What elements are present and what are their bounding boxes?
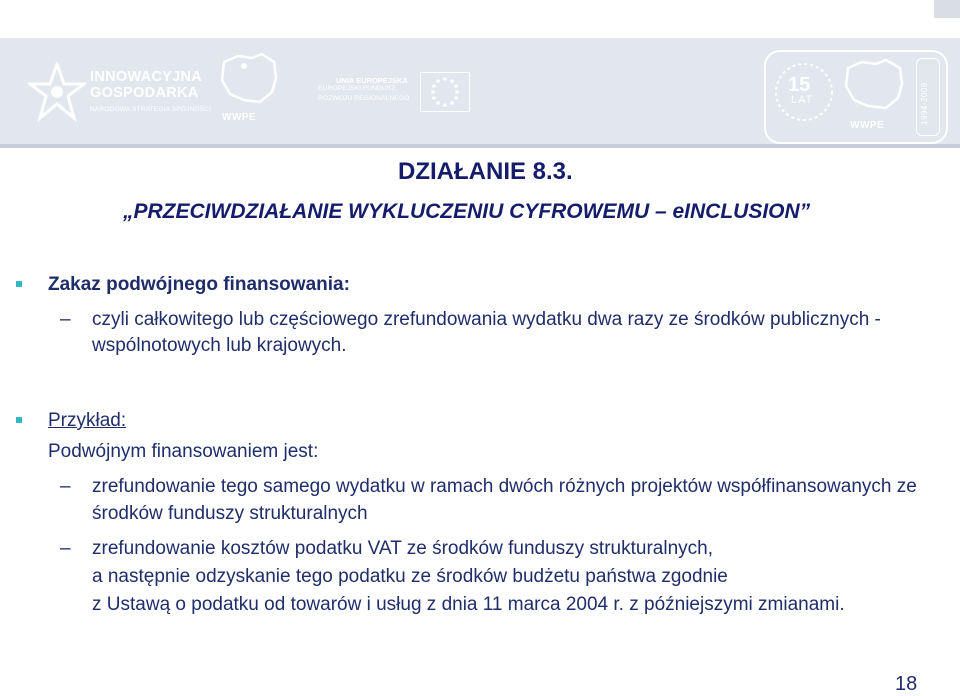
- dash-marker: –: [60, 309, 71, 330]
- section1-item-line2: wspólnotowych lub krajowych.: [92, 335, 347, 356]
- wwpe-logo: [210, 48, 290, 136]
- section2-item2-line3: z Ustawą o podatku od towarów i usług z dnia 11 marca 2004 r. z późniejszymi zmianami.: [92, 594, 845, 615]
- logo-banner: [0, 38, 960, 148]
- ig-line-1: INNOWACYJNA: [90, 69, 203, 85]
- innowacyjna-gospodarka-logo: [20, 56, 212, 130]
- eu-line-1: UNIA EUROPEJSKA: [336, 76, 408, 85]
- eu-line-2: EUROPEJSKI FUNDUSZ: [318, 85, 396, 92]
- corner-tab: [934, 0, 960, 18]
- bullet-square-icon: [16, 417, 22, 423]
- dash-marker: –: [60, 476, 71, 497]
- star-emblem-icon: [28, 62, 86, 122]
- section2-item1-line1: zrefundowanie tego samego wydatku w ramach dwóch różnych projektów współfinansowanych ze: [92, 476, 917, 497]
- bullet-square-icon: [16, 281, 22, 287]
- eu-line-3: ROZWOJU REGIONALNEGO: [318, 95, 410, 102]
- years-box: [916, 58, 940, 136]
- slide-subtitle: „PRZECIWDZIAŁANIE WYKLUCZENIU CYFROWEMU – eINCLUSION”: [123, 200, 811, 223]
- poland-map-icon: [218, 52, 280, 106]
- section2-subheading: Podwójnym finansowaniem jest:: [48, 441, 319, 462]
- banner-underline: [0, 144, 960, 148]
- anniversary-logo: [764, 50, 948, 144]
- section2-item2-line2: a następnie odzyskanie tego podatku ze środków budżetu państwa zgodnie: [92, 566, 728, 587]
- anniversary-number: 15: [788, 74, 811, 96]
- section2-heading: Przykład:: [48, 410, 127, 431]
- anniversary-lat: LAT: [791, 94, 814, 106]
- poland-map-small-icon: [842, 58, 906, 120]
- dash-marker: –: [60, 538, 71, 559]
- section1-item-line1: czyli całkowitego lub częściowego zrefundowania wydatku dwa razy ze środków publicznych -: [92, 309, 881, 330]
- eu-fund-logo: [306, 54, 476, 126]
- anniversary-years: 1994-2009: [920, 82, 929, 125]
- top-strip: [0, 0, 960, 38]
- eu-flag-icon: [420, 72, 470, 112]
- ig-line-2: GOSPODARKA: [90, 85, 199, 101]
- page-number: 18: [895, 673, 918, 695]
- anniversary-wwpe: WWPE: [850, 120, 885, 131]
- section2-item2-line1: zrefundowanie kosztów podatku VAT ze środków funduszy strukturalnych,: [92, 538, 713, 559]
- wwpe-label: WWPE: [222, 112, 257, 123]
- section1-heading: Zakaz podwójnego finansowania:: [48, 274, 350, 295]
- ig-line-3: NARODOWA STRATEGIA SPÓJNOŚCI: [90, 106, 212, 113]
- section2-item1-line2: środków funduszy strukturalnych: [92, 503, 368, 524]
- slide-title: DZIAŁANIE 8.3.: [398, 158, 573, 185]
